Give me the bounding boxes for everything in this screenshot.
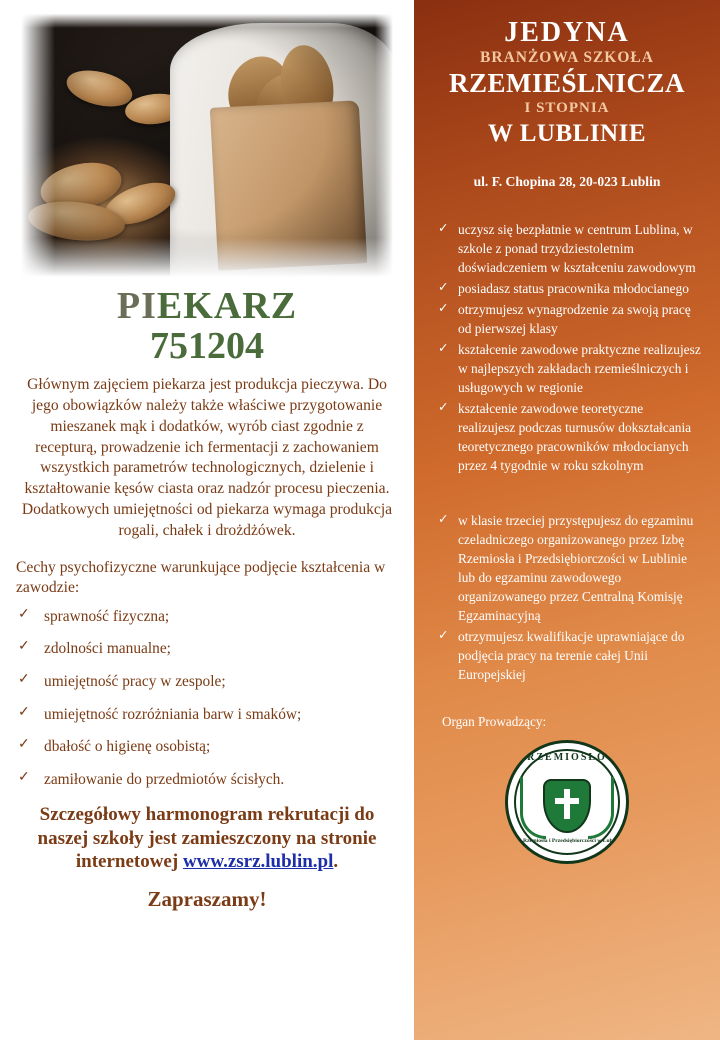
list-item-label: otrzymujesz kwalifikacje uprawniające do podjęcia pracy na terenie całej Unii Europejskiej (458, 629, 685, 683)
check-icon: ✓ (438, 340, 449, 355)
logo-container (428, 740, 706, 864)
cta-text-end: . (333, 851, 339, 873)
header-line-wlublinie: W LUBLINIE (487, 119, 647, 147)
list-item-label: zdolności manualne; (44, 640, 171, 658)
photo-fade-bottom (21, 238, 393, 284)
list-item (18, 705, 400, 725)
list-item (436, 627, 702, 684)
list-item (18, 770, 400, 790)
cta-text: Szczegółowy harmonogram rekrutacji do naszej szkoły jest zamieszczony na stronie internetowej (37, 803, 377, 873)
check-icon: ✓ (438, 628, 449, 643)
job-title-suffix: EKARZ (156, 285, 298, 327)
list-item (18, 607, 400, 627)
governing-body-label: Organ Prowadzący: (442, 714, 547, 730)
check-icon: ✓ (438, 220, 449, 235)
benefits-list-secondary (428, 511, 706, 684)
list-item-label: umiejętność pracy w zespole; (44, 673, 226, 691)
list-item (436, 220, 702, 277)
baker-holding-bread-bag-photo (21, 12, 393, 284)
list-item (18, 639, 400, 659)
header-line-jedyna: JEDYNA (504, 17, 630, 48)
list-item-label: uczysz się bezpłatnie w centrum Lublina, w szkole z ponad trzydziestoletnim doświadczeniem w kształceniu zawodowym (458, 221, 696, 275)
list-item (436, 340, 702, 397)
list-item-label: sprawność fizyczna; (44, 607, 170, 625)
list-item-label: kształcenie zawodowe teoretyczne realizujesz podczas turnusów dokształcania teoretycznego pracowników młodocianych przez 4 tygodnie w roku szkolnym (458, 401, 692, 474)
header-line-istopnia: I STOPNIA (524, 99, 610, 116)
check-icon: ✓ (18, 704, 30, 720)
check-icon: ✓ (18, 770, 30, 786)
list-item-label: dbałość o higienę osobistą; (44, 738, 211, 756)
list-item-label: kształcenie zawodowe praktyczne realizujesz w najlepszych zakładach rzemieślniczych i usługowych w regionie (458, 341, 701, 395)
school-header (428, 18, 706, 148)
check-icon: ✓ (438, 300, 449, 315)
list-item (436, 279, 702, 298)
list-item-label: otrzymujesz wynagrodzenie za swoją pracę od pierwszej klasy (458, 301, 691, 336)
invite-text: Zapraszamy! (147, 887, 267, 912)
list-item-label: umiejętność rozróżniania barw i smaków; (44, 705, 302, 723)
list-item (18, 672, 400, 692)
list-item (18, 737, 400, 757)
check-icon: ✓ (438, 400, 449, 415)
list-item-label: zamiłowanie do przedmiotów ścisłych. (44, 771, 285, 789)
benefits-list-primary (428, 220, 706, 475)
header-line-branzowa: BRANŻOWA SZKOŁA (480, 49, 654, 67)
logo-arc-text: RZEMIOSŁO (527, 752, 607, 764)
check-icon: ✓ (18, 606, 30, 622)
check-icon: ✓ (18, 737, 30, 753)
job-title-prefix: PI (116, 285, 157, 327)
job-title (0, 286, 414, 327)
job-code: 751204 (150, 325, 264, 368)
photo-fade-top (21, 12, 393, 28)
list-item-label: posiadasz status pracownika młodocianego (458, 280, 689, 296)
rzemioslo-guild-logo (505, 740, 629, 864)
header-line-rzemieslnicza: RZEMIEŚLNICZA (448, 68, 686, 99)
check-icon: ✓ (438, 512, 449, 527)
features-heading: Cechy psychofizyczne warunkujące podjęcie kształcenia w zawodzie: (16, 559, 386, 597)
list-item (436, 300, 702, 338)
features-list (0, 607, 414, 790)
logo-caption: Izba Rzemiosła i Przedsiębiorczości w Lublinie (511, 837, 623, 844)
recruitment-cta (0, 803, 414, 913)
check-icon: ✓ (18, 672, 30, 688)
school-address: ul. F. Chopina 28, 20-023 Lublin (473, 173, 661, 189)
check-icon: ✓ (18, 639, 30, 655)
list-item (436, 511, 702, 625)
job-description: Głównym zajęciem piekarza jest produkcja pieczywa. Do jego obowiązków należy także właściwe przygotowanie mieszanek mąk i dodatków, wyrób ciast zgodnie z recepturą, prowadzenie ich fermentacji z zachowaniem wszystkich parametrów technologicznych, dzielenie i kształtowanie kęsów ciasta oraz nadzór procesu pieczenia. Dodatkowych umiejętności od piekarza wymaga produkcja rogali, chałek i drożdżówek. (21, 375, 393, 540)
list-item-label: w klasie trzeciej przystępujesz do egzaminu czeladniczego organizowanego przez Izbę Rzemiosła i Przedsiębiorczości w Lublinie lub do egzaminu zawodowego organizowanego przez Centralną Komisję Egzaminacyjną (458, 513, 694, 624)
right-column (414, 0, 720, 1040)
check-icon: ✓ (438, 279, 449, 294)
school-website-link[interactable]: www.zsrz.lublin.pl (182, 851, 334, 873)
list-item (436, 399, 702, 475)
